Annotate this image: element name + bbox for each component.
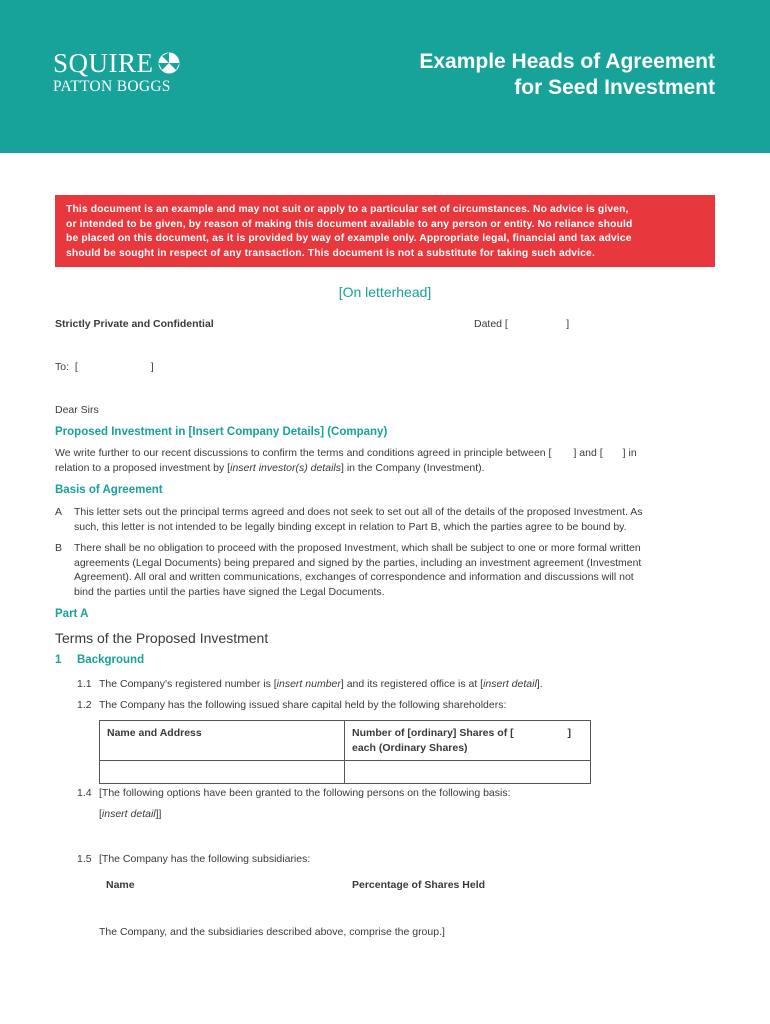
clause-italic: insert detail: [483, 678, 537, 690]
disclaimer-line: This document is an example and may not suit or apply to a particular set of circumstances. No advice is given,: [66, 204, 629, 215]
clause-1-4-detail: [99, 807, 161, 822]
title-line-2: for Seed Investment: [514, 76, 715, 99]
para-line: There shall be no obligation to proceed with the proposed Investment, which shall be subject to one or more formal written: [74, 542, 641, 554]
company-logo: [53, 49, 180, 96]
intro-text: We write further to our recent discussions to confirm the terms and conditions agreed in principle between [: [55, 447, 552, 459]
header-shares-line-1: Number of [ordinary] Shares of [: [352, 727, 514, 739]
section-number: 1: [55, 654, 62, 666]
clause-1-5: [The Company has the following subsidiaries:: [99, 853, 311, 865]
header-name-address: Name and Address: [107, 727, 202, 739]
title-line-1: Example Heads of Agreement: [419, 50, 715, 73]
para-a-label: A: [55, 506, 63, 518]
clause-italic: insert detail: [101, 808, 156, 820]
letterhead-placeholder: [On letterhead]: [338, 284, 432, 300]
clause-number: 1.2: [77, 699, 92, 711]
salutation: Dear Sirs: [55, 404, 99, 416]
subsidiaries-col-percentage: Percentage of Shares Held: [352, 879, 486, 891]
header-banner: [0, 0, 770, 153]
logo-text-patton-boggs: PATTON BOGGS: [53, 78, 171, 95]
table-header-cell: [345, 721, 591, 761]
disclaimer-box: [55, 195, 715, 267]
clause-text: ]]: [155, 808, 162, 820]
clause-number: 1.1: [77, 678, 92, 690]
intro-line-1: [55, 446, 637, 461]
para-b-label: B: [55, 542, 63, 554]
clause-number: 1.4: [77, 787, 92, 799]
clause-text: [: [99, 808, 102, 820]
disclaimer-line: or intended to be given, by reason of making this document available to any person or entity. No reliance should: [66, 218, 633, 230]
recipient-field: To: [ ]: [55, 361, 154, 373]
para-line: This letter sets out the principal terms agreed and does not seek to set out all of the details of the proposed Investment. As: [74, 506, 643, 518]
background-heading: Background: [77, 654, 145, 666]
proposed-investment-heading: Proposed Investment in [Insert Company Details] (Company): [55, 426, 388, 438]
logo-text-squire: SQUIRE: [53, 48, 154, 78]
table-header-cell: [100, 721, 345, 761]
clause-italic: insert number: [276, 678, 341, 690]
disclaimer-line: should be sought in respect of any transaction. This document is not a substitute for taking such advice.: [66, 247, 595, 259]
clause-1-4: [The following options have been granted to the following persons on the following basis:: [99, 787, 511, 799]
private-confidential: Strictly Private and Confidential: [55, 318, 214, 330]
table-row: [100, 761, 591, 784]
disclaimer-line: be placed on this document, as it is provided by way of example only. Appropriate legal, financial and tax advice: [66, 233, 632, 245]
dated-field: Dated [ ]: [474, 318, 570, 330]
clause-text: The Company's registered number is [: [99, 678, 277, 690]
clause-1-2: The Company has the following issued share capital held by the following shareholders:: [99, 699, 507, 711]
closing-text: The Company, and the subsidiaries described above, comprise the group.]: [99, 926, 445, 938]
clause-1-1: [99, 677, 543, 692]
intro-line-2: [55, 461, 485, 476]
clause-number: 1.5: [77, 853, 92, 865]
header-bracket: ]: [567, 727, 571, 739]
para-a: [74, 505, 643, 534]
intro-text: relation to a proposed investment by [: [55, 462, 231, 474]
terms-heading: Terms of the Proposed Investment: [55, 630, 269, 646]
para-b: [74, 541, 641, 599]
clause-text: ] and its registered office is at [: [340, 678, 484, 690]
intro-text: ] in the Company (Investment).: [340, 462, 485, 474]
intro-text: ] in: [622, 447, 637, 459]
para-line: bind the parties until the parties have signed the Legal Documents.: [74, 585, 385, 598]
intro-italic: insert investor(s) details: [230, 462, 341, 474]
intro-text: ] and [: [573, 447, 603, 459]
part-a-heading: Part A: [55, 608, 89, 620]
basis-heading: Basis of Agreement: [55, 484, 163, 496]
para-line: such, this letter is not intended to be legally binding except in relation to Part B, which the parties agree to be bound by.: [74, 520, 627, 533]
para-line: agreements (Legal Documents) being prepared and signed by the parties, including an investment agreement (Investment: [74, 556, 642, 569]
share-capital-table: [99, 720, 591, 784]
table-cell[interactable]: [345, 761, 591, 784]
subsidiaries-col-name: Name: [106, 879, 135, 891]
logo-mark-icon: [158, 52, 180, 74]
header-shares-line-2: each (Ordinary Shares): [352, 741, 468, 754]
para-line: Agreement). All oral and written communications, exchanges of correspondence and information and discussions will not: [74, 571, 634, 584]
clause-text: ].: [536, 678, 543, 690]
document-title: [419, 49, 715, 101]
table-header-row: [100, 721, 591, 761]
table-cell[interactable]: [100, 761, 345, 784]
